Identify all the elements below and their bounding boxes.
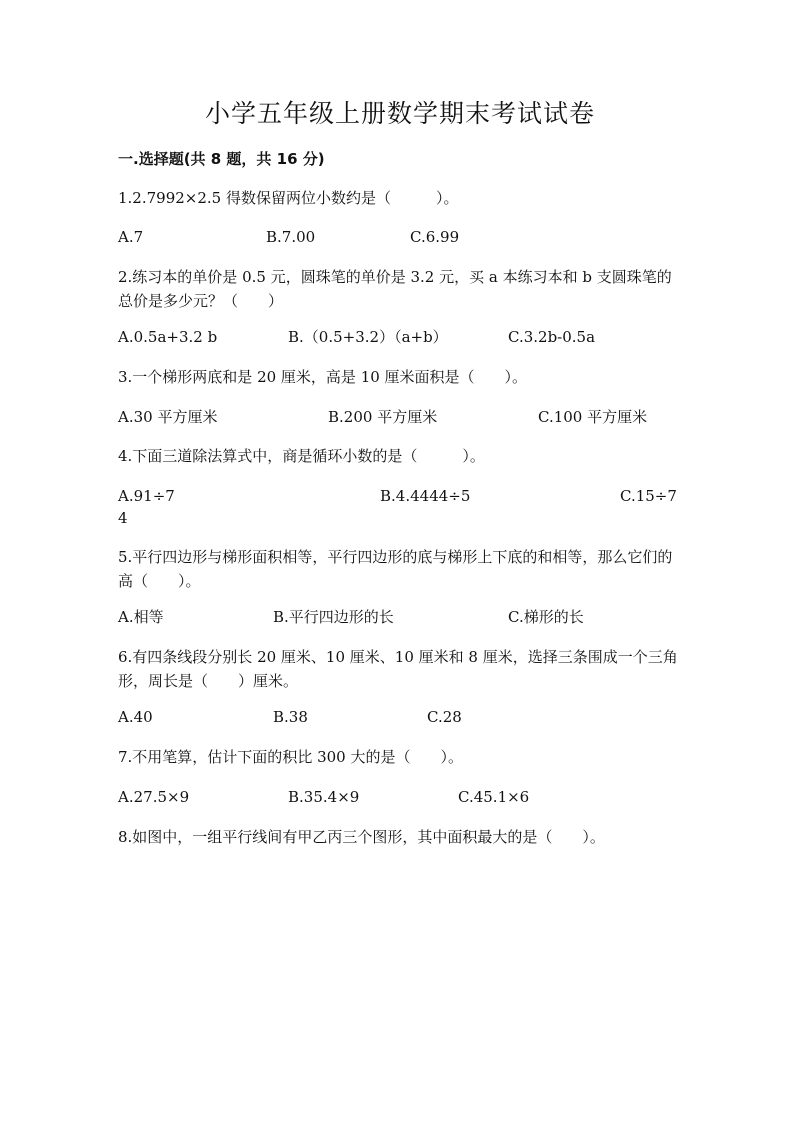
question-7: 7.不用笔算，估计下面的积比 300 大的是（ ）。 <box>118 748 463 766</box>
option-a[interactable]: A.0.5a+3.2 b <box>118 328 218 346</box>
section-heading: 一.选择题(共 8 题，共 16 分) <box>118 150 325 168</box>
question-2-options <box>118 325 683 349</box>
question-3: 3.一个梯形两底和是 20 厘米，高是 10 厘米面积是（ ）。 <box>118 368 528 386</box>
question-2: 2.练习本的单价是 0.5 元，圆珠笔的单价是 3.2 元，买 a 本练习本和 b 支圆珠笔的总价是多少元？（ ） <box>118 268 672 310</box>
question-6: 6.有四条线段分别长 20 厘米、10 厘米、10 厘米和 8 厘米，选择三条围成一个三角形，周长是（ ）厘米。 <box>118 648 678 690</box>
option-c[interactable]: C.100 平方厘米 <box>538 408 648 426</box>
question-5-options <box>118 605 683 629</box>
option-b[interactable]: B.35.4×9 <box>288 788 360 806</box>
question-4: 4.下面三道除法算式中，商是循环小数的是（ ）。 <box>118 447 485 465</box>
question-4-options <box>118 484 683 508</box>
option-a[interactable]: A.7 <box>118 228 144 246</box>
option-c[interactable]: C.3.2b-0.5a <box>508 328 596 346</box>
question-1: 1.2.7992×2.5 得数保留两位小数约是（ ）。 <box>118 189 459 207</box>
question-8: 8.如图中，一组平行线间有甲乙丙三个图形，其中面积最大的是（ ）。 <box>118 828 605 846</box>
question-3-options <box>118 405 683 429</box>
option-a[interactable]: A.91÷7 <box>118 487 175 505</box>
option-c[interactable]: C.28 <box>427 708 462 726</box>
option-b[interactable]: B.7.00 <box>266 228 316 246</box>
option-b[interactable]: B.平行四边形的长 <box>273 608 394 626</box>
option-c[interactable]: C.45.1×6 <box>458 788 530 806</box>
question-6-options <box>118 705 683 729</box>
option-b[interactable]: B.（0.5+3.2）（a+b） <box>288 328 448 346</box>
option-b[interactable]: B.4.4444÷5 <box>380 487 471 505</box>
question-4-option-wrap: 4 <box>118 509 128 527</box>
option-b[interactable]: B.200 平方厘米 <box>328 408 438 426</box>
option-c[interactable]: C.6.99 <box>410 228 460 246</box>
option-a[interactable]: A.相等 <box>118 608 164 626</box>
question-5: 5.平行四边形与梯形面积相等，平行四边形的底与梯形上下底的和相等，那么它们的高（ ）。 <box>118 548 673 590</box>
question-7-options <box>118 785 683 809</box>
option-a[interactable]: A.30 平方厘米 <box>118 408 218 426</box>
option-c[interactable]: C.梯形的长 <box>508 608 584 626</box>
exam-title: 小学五年级上册数学期末考试试卷 <box>204 99 595 128</box>
option-c[interactable]: C.15÷7 <box>620 487 677 505</box>
question-1-options <box>118 225 683 249</box>
option-a[interactable]: A.27.5×9 <box>118 788 190 806</box>
option-a[interactable]: A.40 <box>118 708 153 726</box>
option-b[interactable]: B.38 <box>273 708 308 726</box>
